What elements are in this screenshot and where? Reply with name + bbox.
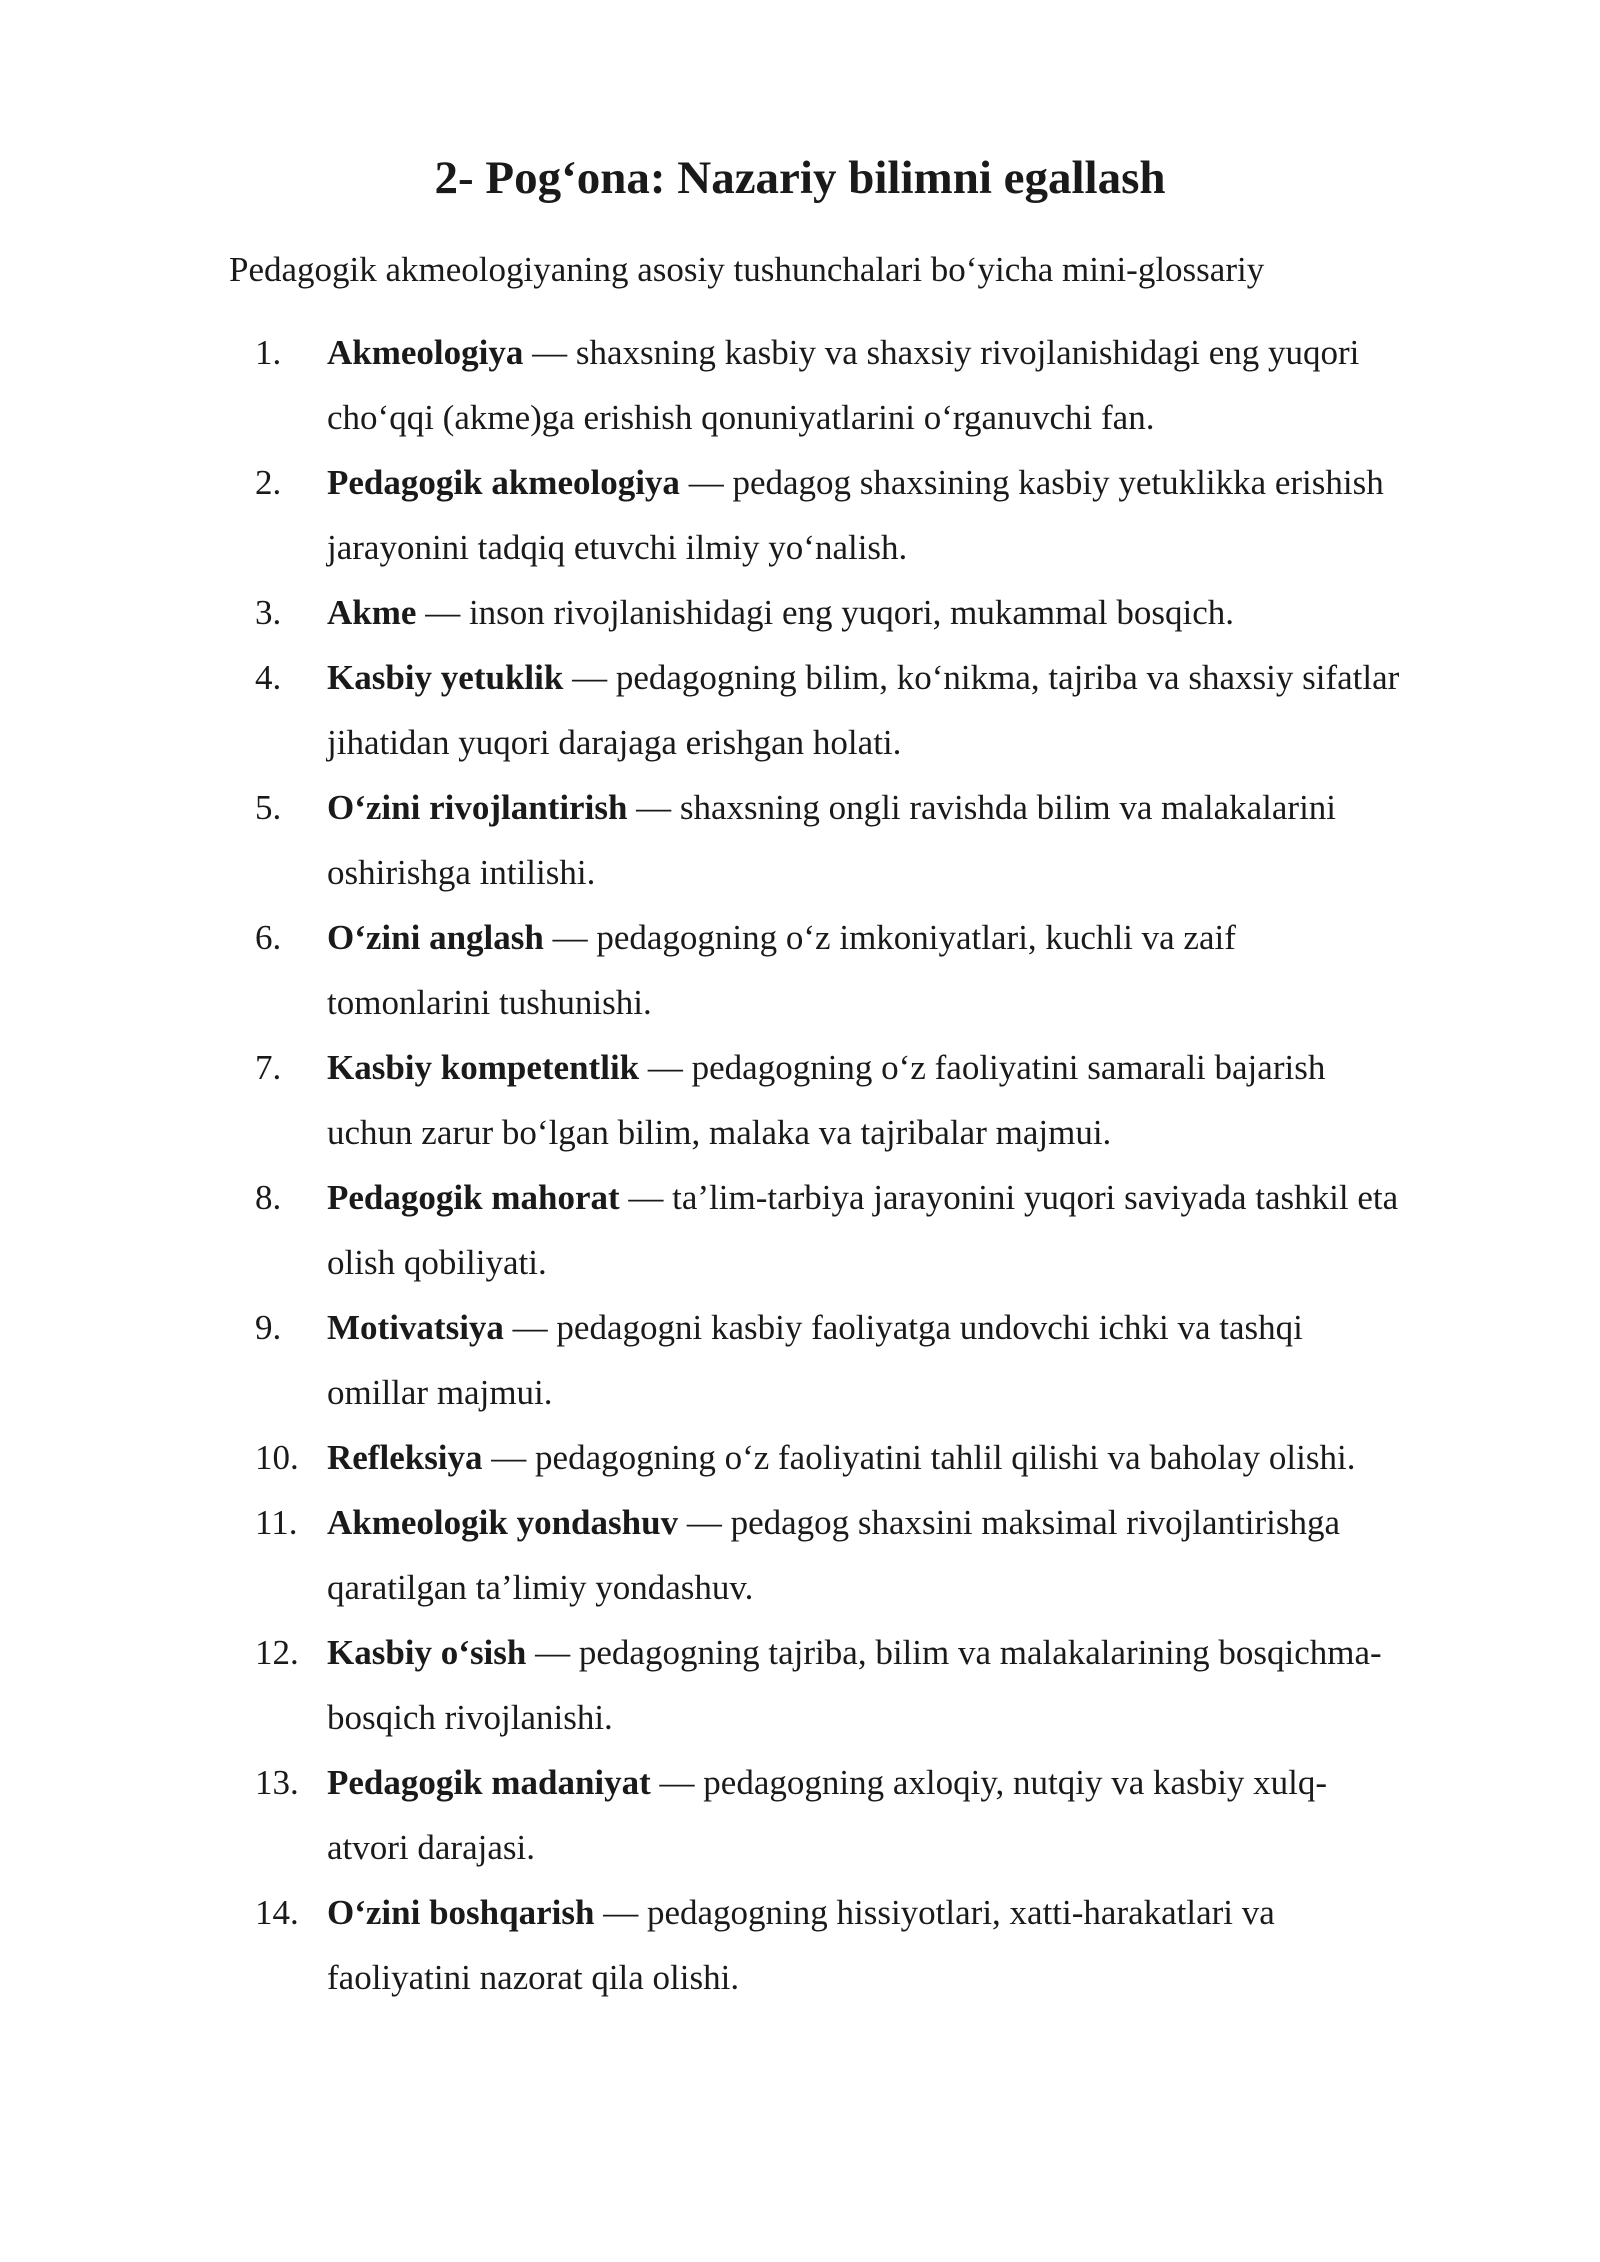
glossary-item: [0, 905, 1600, 1035]
em-dash-separator: —: [563, 658, 616, 697]
page-title: 2- Pog‘ona: Nazariy bilimni egallash: [434, 152, 1166, 204]
definition-line-2: olish qobiliyati.: [327, 1243, 547, 1282]
definition-line-1: pedagogning o‘z faoliyatini samarali bajarish: [691, 1048, 1326, 1087]
definition-line-1: pedagogning o‘z faoliyatini tahlil qilishi va baholay olishi.: [535, 1438, 1356, 1477]
glossary-item: [0, 645, 1600, 775]
definition-line-2: omillar majmui.: [327, 1373, 553, 1412]
definition-line-2: bosqich rivojlanishi.: [327, 1698, 613, 1737]
glossary-term: Motivatsiya: [327, 1308, 504, 1347]
glossary-term: Pedagogik akmeologiya: [327, 463, 680, 502]
definition-line-1: inson rivojlanishidagi eng yuqori, mukammal bosqich.: [468, 593, 1234, 632]
glossary-term: O‘zini rivojlantirish: [327, 788, 628, 827]
em-dash-separator: —: [627, 788, 680, 827]
definition-line-1: pedagogni kasbiy faoliyatga undovchi ichki va tashqi: [556, 1308, 1303, 1347]
item-number: 8.: [255, 1178, 282, 1217]
definition-line-1: pedagogning hissiyotlari, xatti-harakatlari va: [646, 1893, 1275, 1932]
glossary-item: [0, 1620, 1600, 1750]
definition-line-1: pedagogning bilim, ko‘nikma, tajriba va shaxsiy sifatlar: [615, 658, 1400, 697]
em-dash-separator: —: [639, 1048, 692, 1087]
item-number: 6.: [255, 918, 282, 957]
definition-line-1: pedagogning axloqiy, nutqiy va kasbiy xulq-: [703, 1763, 1328, 1802]
glossary-term: Pedagogik mahorat: [327, 1178, 620, 1217]
definition-line-1: pedagog shaxsini maksimal rivojlantirishga: [730, 1503, 1341, 1542]
glossary-item: [0, 1165, 1600, 1295]
definition-line-2: tomonlarini tushunishi.: [327, 983, 652, 1022]
item-number: 11.: [255, 1503, 298, 1542]
em-dash-separator: —: [416, 593, 469, 632]
em-dash-separator: —: [523, 333, 576, 372]
definition-line-1: ta’lim-tarbiya jarayonini yuqori saviyada tashkil eta: [672, 1178, 1399, 1217]
em-dash-separator: —: [650, 1763, 704, 1802]
em-dash-separator: —: [503, 1308, 557, 1347]
definition-line-1: pedagogning tajriba, bilim va malakalarining bosqichma-: [578, 1633, 1382, 1672]
glossary-list: [0, 320, 1600, 2010]
item-number: 1.: [255, 333, 282, 372]
glossary-item: [0, 1490, 1600, 1620]
definition-line-1: pedagog shaxsining kasbiy yetuklikka erishish: [732, 463, 1384, 502]
em-dash-separator: —: [619, 1178, 673, 1217]
definition-line-2: oshirishga intilishi.: [327, 853, 596, 892]
item-number: 2.: [255, 463, 282, 502]
definition-line-2: jihatidan yuqori darajaga erishgan holati.: [327, 723, 902, 762]
glossary-item: [0, 1750, 1600, 1880]
item-number: 4.: [255, 658, 282, 697]
glossary-item: [0, 1425, 1600, 1490]
item-number: 9.: [255, 1308, 282, 1347]
definition-line-1: pedagogning o‘z imkoniyatlari, kuchli va zaif: [596, 918, 1236, 957]
item-number: 7.: [255, 1048, 282, 1087]
item-number: 13.: [255, 1763, 299, 1802]
glossary-term: Refleksiya: [327, 1438, 483, 1477]
glossary-subtitle: Pedagogik akmeologiyaning asosiy tushunchalari bo‘yicha mini-glossariy: [229, 250, 1265, 289]
em-dash-separator: —: [543, 918, 597, 957]
glossary-term: Kasbiy kompetentlik: [327, 1048, 640, 1087]
glossary-item: [0, 320, 1600, 450]
glossary-term: Akmeologiya: [327, 333, 524, 372]
glossary-term: Kasbiy yetuklik: [327, 658, 564, 697]
glossary-term: O‘zini anglash: [327, 918, 544, 957]
item-number: 5.: [255, 788, 282, 827]
glossary-term: O‘zini boshqarish: [327, 1893, 595, 1932]
definition-line-2: atvori darajasi.: [327, 1828, 535, 1867]
em-dash-separator: —: [594, 1893, 647, 1932]
item-number: 10.: [255, 1438, 299, 1477]
glossary-item: [0, 1035, 1600, 1165]
item-number: 3.: [255, 593, 282, 632]
definition-line-1: shaxsning ongli ravishda bilim va malakalarini: [679, 788, 1337, 827]
definition-line-2: cho‘qqi (akme)ga erishish qonuniyatlarini o‘rganuvchi fan.: [327, 398, 1155, 437]
em-dash-separator: —: [482, 1438, 536, 1477]
item-number: 14.: [255, 1893, 299, 1932]
glossary-item: [0, 1295, 1600, 1425]
glossary-item: [0, 775, 1600, 905]
glossary-item: [0, 1880, 1600, 2010]
em-dash-separator: —: [679, 463, 733, 502]
em-dash-separator: —: [678, 1503, 731, 1542]
definition-line-2: jarayonini tadqiq etuvchi ilmiy yo‘nalish.: [327, 528, 908, 567]
glossary-term: Pedagogik madaniyat: [327, 1763, 651, 1802]
glossary-term: Akme: [327, 593, 417, 632]
definition-line-2: qaratilgan ta’limiy yondashuv.: [327, 1568, 754, 1607]
glossary-item: [0, 450, 1600, 580]
glossary-term: Kasbiy o‘sish: [327, 1633, 527, 1672]
definition-line-2: faoliyatini nazorat qila olishi.: [327, 1958, 740, 1997]
em-dash-separator: —: [526, 1633, 579, 1672]
glossary-item: [0, 580, 1600, 645]
glossary-term: Akmeologik yondashuv: [327, 1503, 679, 1542]
item-number: 12.: [255, 1633, 299, 1672]
definition-line-2: uchun zarur bo‘lgan bilim, malaka va tajribalar majmui.: [327, 1113, 1112, 1152]
definition-line-1: shaxsning kasbiy va shaxsiy rivojlanishidagi eng yuqori: [575, 333, 1360, 372]
